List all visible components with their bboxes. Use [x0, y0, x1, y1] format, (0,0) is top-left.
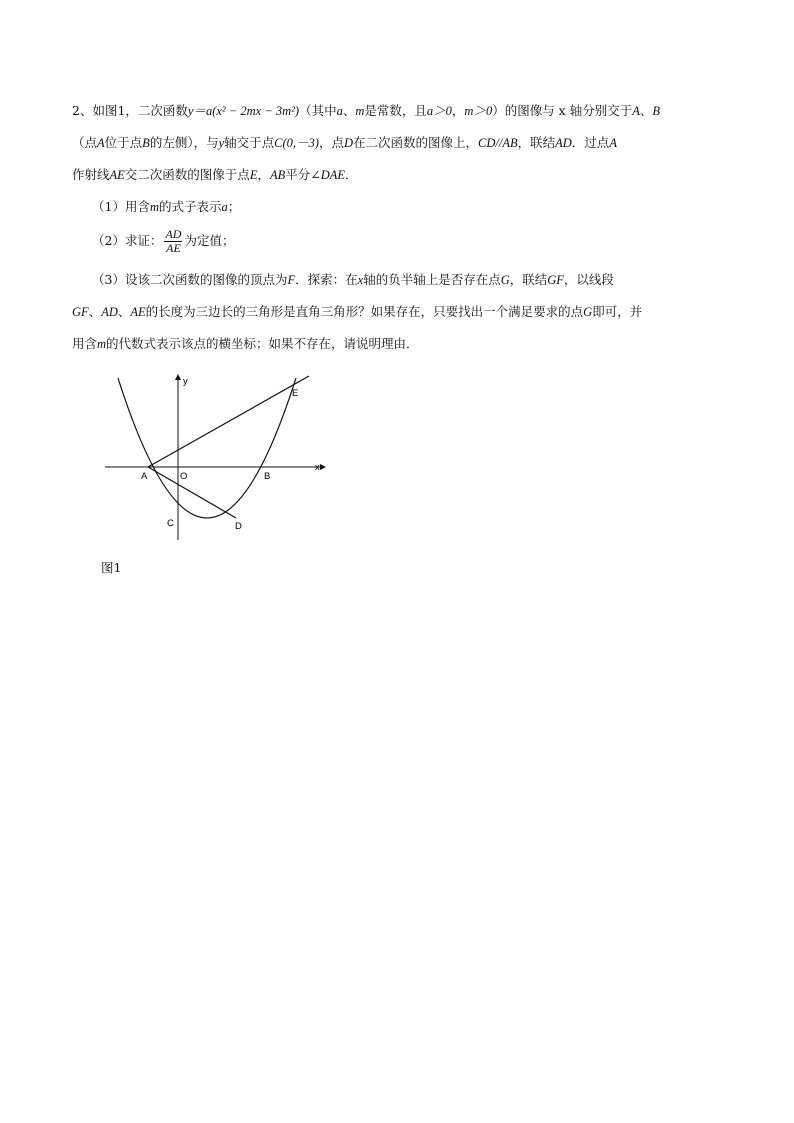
y-axis-arrow	[175, 374, 181, 380]
fraction-ad-ae: $\frac{AD}{AE}$	[165, 227, 182, 255]
question-3-line-1: （3）设该二次函数的图像的顶点为F．探索：在x轴的负半轴上是否存在点G，联结GF，以线段	[92, 272, 614, 287]
label-d: D	[235, 521, 242, 532]
label-y: y	[183, 376, 188, 387]
question-1: （1）用含m的式子表示a；	[92, 199, 241, 214]
question-3-line-2: GF、AD、AE的长度为三边长的三角形是直角三角形？如果存在，只要找出一个满足要求的点G即可，并	[72, 304, 643, 319]
label-e: E	[292, 388, 299, 399]
figure-1-diagram	[100, 370, 340, 550]
label-b: B	[264, 471, 271, 482]
question-2: （2）求证： $\frac{AD}{AE}$ 为定值；	[92, 227, 235, 255]
ray-ae	[148, 376, 309, 467]
formula: y＝a(x² − 2mx − 3m²)	[187, 104, 300, 118]
figure-caption: 图1	[101, 560, 122, 575]
question-3-line-3: 用含m的代数式表示该点的横坐标；如果不存在，请说明理由．	[72, 336, 419, 351]
label-origin: O	[180, 471, 188, 482]
problem-line-3: 作射线AE交二次函数的图像于点E，AB平分∠DAE．	[72, 167, 358, 182]
problem-line-1: 2、如图1，二次函数y＝a(x² − 2mx − 3m²)（其中a、m是常数，且a＞0，m＞0）的图像与 x 轴分别交于A、B	[72, 103, 660, 118]
segment-ad	[148, 467, 236, 518]
label-c: C	[167, 518, 174, 529]
x-axis-arrow	[320, 464, 326, 470]
label-x: x	[315, 462, 320, 473]
label-a: A	[141, 471, 148, 482]
problem-line-2: （点A位于点B的左侧），与y轴交于点C(0,－3)，点D在二次函数的图像上，CD//AB，联结AD．过点A	[72, 135, 617, 150]
